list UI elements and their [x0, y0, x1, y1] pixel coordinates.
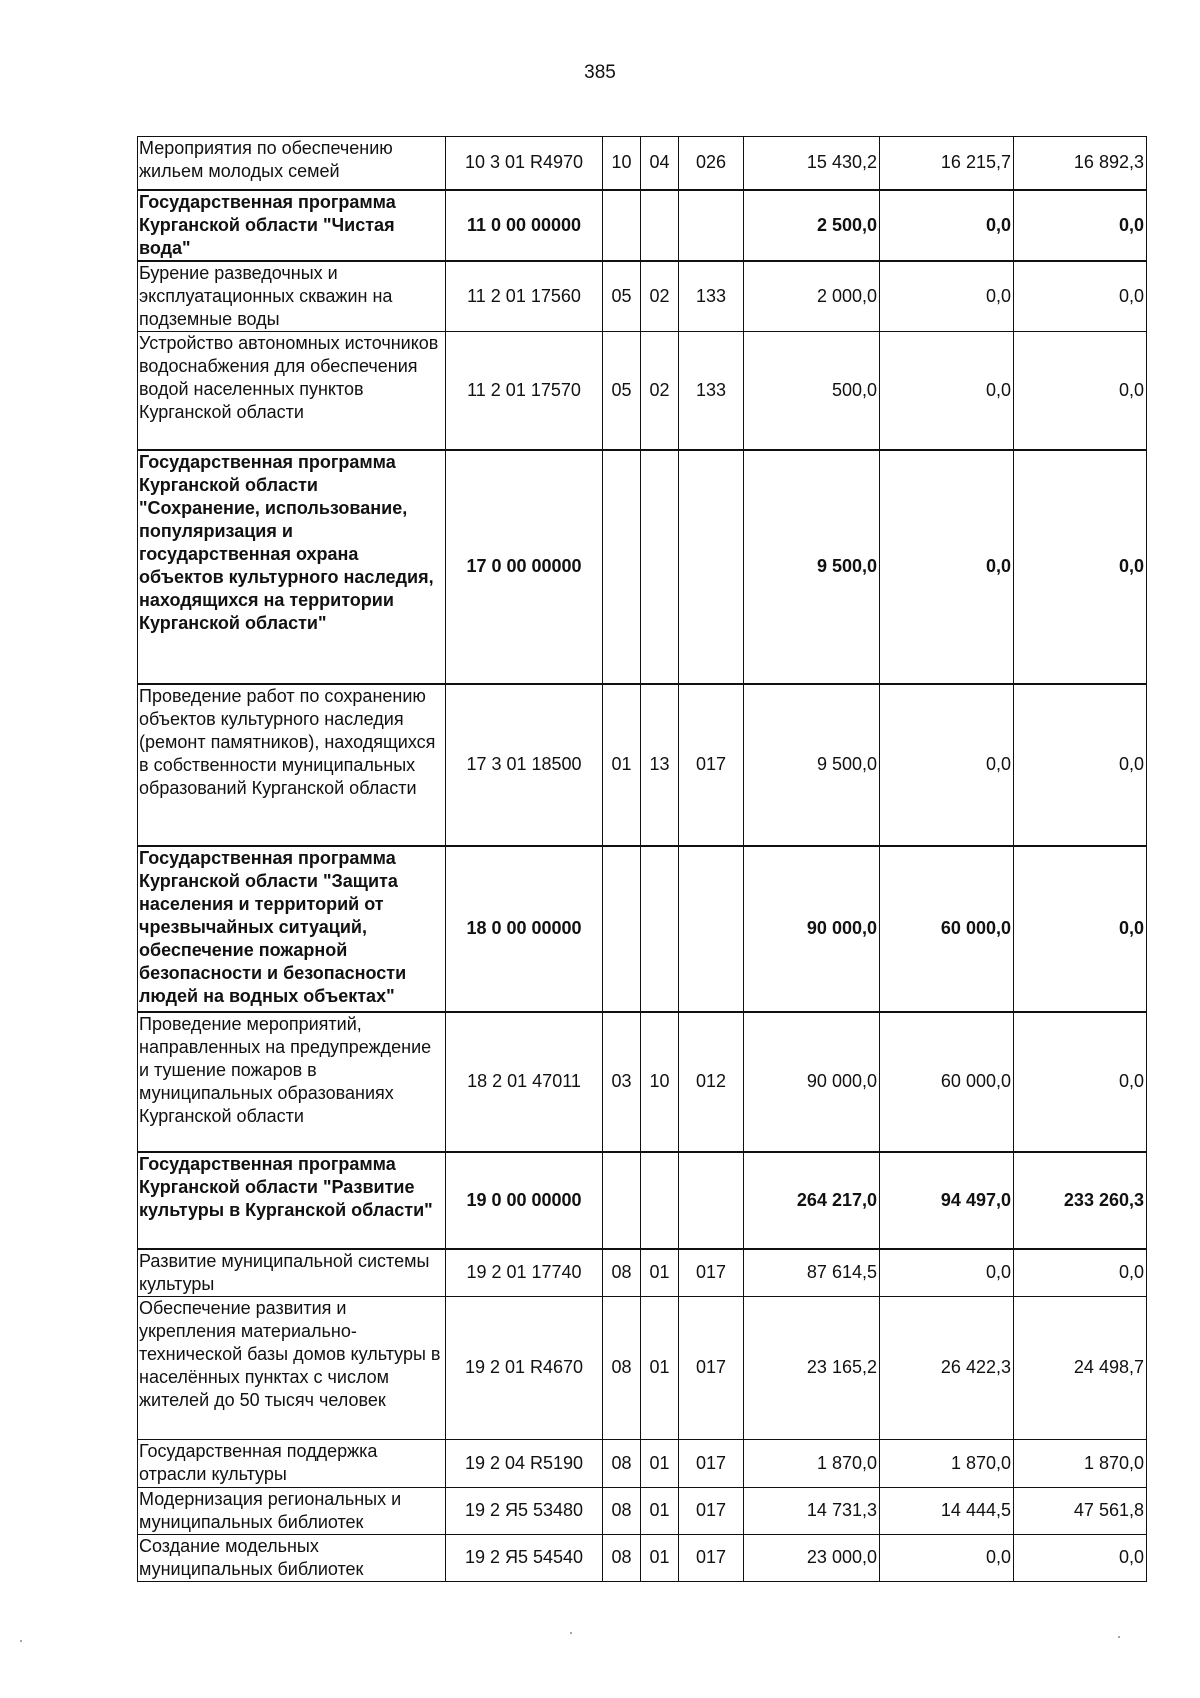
row-admin-code: 017 — [679, 684, 744, 846]
table-row — [138, 1152, 1147, 1249]
row-name: Государственная программа Курганской области "Сохранение, использование, популяризация и государственная охрана объектов культурного наследия, находящихся на территории Курганской области" — [138, 450, 446, 684]
row-admin-code — [679, 846, 744, 1012]
row-amount-year-1: 90 000,0 — [744, 846, 880, 1012]
row-name: Бурение разведочных и эксплуатационных скважин на подземные воды — [138, 261, 446, 332]
row-name: Проведение мероприятий, направленных на предупреждение и тушение пожаров в муниципальных образованиях Курганской области — [138, 1012, 446, 1152]
row-section: 03 — [603, 1012, 641, 1152]
row-code: 11 2 01 17560 — [446, 261, 603, 332]
row-section: 08 — [603, 1439, 641, 1487]
row-section: 05 — [603, 261, 641, 332]
row-amount-year-2: 14 444,5 — [880, 1487, 1014, 1534]
row-amount-year-2: 0,0 — [880, 450, 1014, 684]
row-amount-year-2: 1 870,0 — [880, 1439, 1014, 1487]
scan-speck — [20, 1640, 22, 1642]
row-admin-code: 017 — [679, 1487, 744, 1534]
row-subsection — [641, 846, 679, 1012]
row-admin-code: 133 — [679, 261, 744, 332]
row-amount-year-3: 16 892,3 — [1014, 137, 1147, 190]
row-section: 05 — [603, 332, 641, 450]
table-row — [138, 1439, 1147, 1487]
row-amount-year-1: 264 217,0 — [744, 1152, 880, 1249]
scan-speck — [570, 1632, 572, 1634]
table-row — [138, 1487, 1147, 1534]
table-row — [138, 332, 1147, 450]
row-admin-code: 017 — [679, 1534, 744, 1581]
row-amount-year-3: 0,0 — [1014, 190, 1147, 261]
table-row — [138, 846, 1147, 1012]
row-amount-year-3: 0,0 — [1014, 332, 1147, 450]
row-amount-year-2: 0,0 — [880, 684, 1014, 846]
row-code: 10 3 01 R4970 — [446, 137, 603, 190]
row-amount-year-1: 9 500,0 — [744, 684, 880, 846]
row-amount-year-3: 47 561,8 — [1014, 1487, 1147, 1534]
table-row — [138, 190, 1147, 261]
row-section — [603, 450, 641, 684]
row-amount-year-2: 60 000,0 — [880, 846, 1014, 1012]
row-amount-year-3: 0,0 — [1014, 450, 1147, 684]
row-subsection — [641, 1152, 679, 1249]
table-row — [138, 261, 1147, 332]
table-row — [138, 1534, 1147, 1581]
row-section: 10 — [603, 137, 641, 190]
row-amount-year-1: 1 870,0 — [744, 1439, 880, 1487]
row-amount-year-3: 0,0 — [1014, 1012, 1147, 1152]
row-name: Устройство автономных источников водоснабжения для обеспечения водой населенных пунктов Курганской области — [138, 332, 446, 450]
row-name: Мероприятия по обеспечению жильем молодых семей — [138, 137, 446, 190]
row-section: 01 — [603, 684, 641, 846]
row-subsection: 01 — [641, 1249, 679, 1297]
row-admin-code: 026 — [679, 137, 744, 190]
row-code: 11 0 00 00000 — [446, 190, 603, 261]
row-subsection: 04 — [641, 137, 679, 190]
row-amount-year-1: 90 000,0 — [744, 1012, 880, 1152]
row-amount-year-3: 0,0 — [1014, 261, 1147, 332]
row-admin-code: 017 — [679, 1249, 744, 1297]
row-amount-year-2: 0,0 — [880, 190, 1014, 261]
row-section: 08 — [603, 1534, 641, 1581]
row-code: 19 0 00 00000 — [446, 1152, 603, 1249]
row-subsection: 01 — [641, 1296, 679, 1439]
row-subsection: 02 — [641, 261, 679, 332]
row-amount-year-1: 2 000,0 — [744, 261, 880, 332]
table-row — [138, 450, 1147, 684]
row-admin-code — [679, 450, 744, 684]
row-amount-year-3: 0,0 — [1014, 846, 1147, 1012]
row-amount-year-3: 1 870,0 — [1014, 1439, 1147, 1487]
row-code: 19 2 Я5 54540 — [446, 1534, 603, 1581]
row-name: Обеспечение развития и укрепления материально-технической базы домов культуры в населённых пунктах с числом жителей до 50 тысяч человек — [138, 1296, 446, 1439]
scan-speck — [1118, 1636, 1120, 1638]
row-name: Модернизация региональных и муниципальных библиотек — [138, 1487, 446, 1534]
row-amount-year-2: 0,0 — [880, 1534, 1014, 1581]
row-subsection: 01 — [641, 1534, 679, 1581]
row-amount-year-1: 87 614,5 — [744, 1249, 880, 1297]
row-code: 18 2 01 47011 — [446, 1012, 603, 1152]
table-row — [138, 1296, 1147, 1439]
row-section — [603, 1152, 641, 1249]
row-code: 19 2 04 R5190 — [446, 1439, 603, 1487]
row-name: Государственная поддержка отрасли культуры — [138, 1439, 446, 1487]
row-amount-year-3: 0,0 — [1014, 1534, 1147, 1581]
row-section: 08 — [603, 1296, 641, 1439]
row-section — [603, 846, 641, 1012]
page-number: 385 — [584, 62, 616, 83]
table-row — [138, 1249, 1147, 1297]
row-code: 11 2 01 17570 — [446, 332, 603, 450]
row-code: 17 0 00 00000 — [446, 450, 603, 684]
row-name: Создание модельных муниципальных библиотек — [138, 1534, 446, 1581]
row-admin-code: 017 — [679, 1296, 744, 1439]
row-subsection: 02 — [641, 332, 679, 450]
row-subsection: 01 — [641, 1439, 679, 1487]
row-amount-year-1: 14 731,3 — [744, 1487, 880, 1534]
row-amount-year-2: 16 215,7 — [880, 137, 1014, 190]
row-code: 19 2 01 17740 — [446, 1249, 603, 1297]
row-name: Государственная программа Курганской области "Развитие культуры в Курганской области" — [138, 1152, 446, 1249]
row-name: Государственная программа Курганской области "Чистая вода" — [138, 190, 446, 261]
row-admin-code: 133 — [679, 332, 744, 450]
row-amount-year-2: 0,0 — [880, 1249, 1014, 1297]
row-amount-year-1: 23 165,2 — [744, 1296, 880, 1439]
row-section: 08 — [603, 1487, 641, 1534]
row-name: Проведение работ по сохранению объектов культурного наследия (ремонт памятников), находящихся в собственности муниципальных образований Курганской области — [138, 684, 446, 846]
row-section — [603, 190, 641, 261]
row-subsection: 13 — [641, 684, 679, 846]
table-row — [138, 684, 1147, 846]
row-amount-year-2: 26 422,3 — [880, 1296, 1014, 1439]
row-amount-year-3: 0,0 — [1014, 684, 1147, 846]
row-admin-code — [679, 1152, 744, 1249]
row-amount-year-2: 60 000,0 — [880, 1012, 1014, 1152]
row-subsection: 10 — [641, 1012, 679, 1152]
row-amount-year-2: 0,0 — [880, 332, 1014, 450]
row-code: 19 2 Я5 53480 — [446, 1487, 603, 1534]
row-amount-year-1: 500,0 — [744, 332, 880, 450]
row-amount-year-3: 24 498,7 — [1014, 1296, 1147, 1439]
row-code: 19 2 01 R4670 — [446, 1296, 603, 1439]
row-subsection — [641, 450, 679, 684]
row-name: Государственная программа Курганской области "Защита населения и территорий от чрезвычайных ситуаций, обеспечение пожарной безопасности и безопасности людей на водных объектах" — [138, 846, 446, 1012]
row-amount-year-3: 0,0 — [1014, 1249, 1147, 1297]
row-admin-code: 017 — [679, 1439, 744, 1487]
row-subsection — [641, 190, 679, 261]
row-amount-year-3: 233 260,3 — [1014, 1152, 1147, 1249]
row-name: Развитие муниципальной системы культуры — [138, 1249, 446, 1297]
row-code: 17 3 01 18500 — [446, 684, 603, 846]
row-amount-year-2: 0,0 — [880, 261, 1014, 332]
row-amount-year-1: 9 500,0 — [744, 450, 880, 684]
row-code: 18 0 00 00000 — [446, 846, 603, 1012]
row-admin-code: 012 — [679, 1012, 744, 1152]
row-subsection: 01 — [641, 1487, 679, 1534]
row-amount-year-1: 2 500,0 — [744, 190, 880, 261]
row-admin-code — [679, 190, 744, 261]
table-row — [138, 137, 1147, 190]
row-amount-year-1: 15 430,2 — [744, 137, 880, 190]
row-section: 08 — [603, 1249, 641, 1297]
row-amount-year-1: 23 000,0 — [744, 1534, 880, 1581]
table-row — [138, 1012, 1147, 1152]
budget-table — [137, 136, 1147, 1582]
row-amount-year-2: 94 497,0 — [880, 1152, 1014, 1249]
